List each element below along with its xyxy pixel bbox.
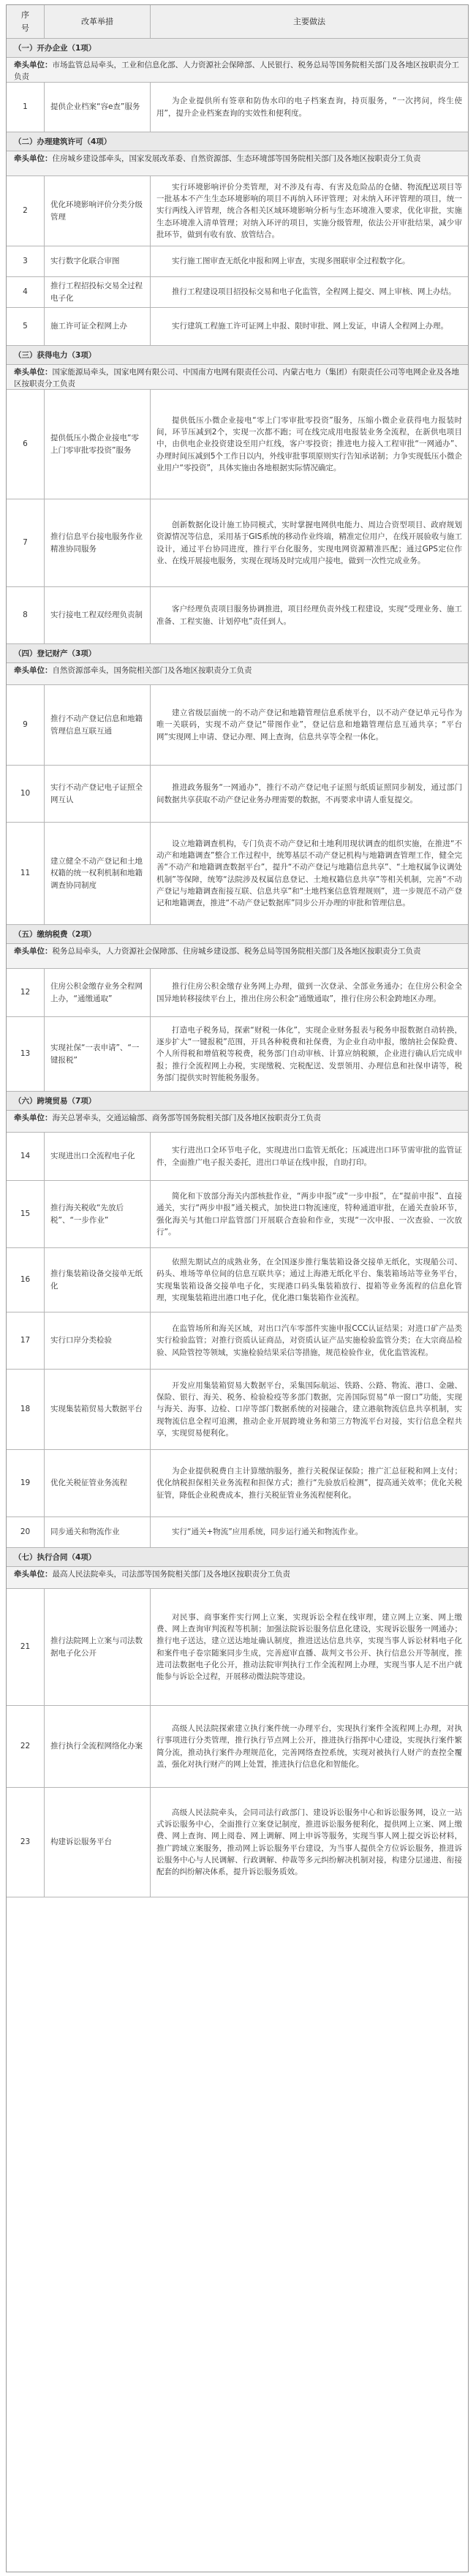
item-practice-text: 在监管场所和海关区域，对出口汽车零部件实施申报CCC认证结果；对进口矿产品类实行检验监管；对推行资质认证商品，对资质认证产品实施检验监管分类；在大宗商品检验、风险管控等领域，实施检验结果采信等措施，规范检验作业，优化监管流程。 [156, 1324, 462, 1357]
lead-text: 自然资源部牵头，国务院相关部门及各地区按职责分工负责 [52, 666, 252, 675]
section-title: （一）开办企业（1项） [14, 44, 97, 53]
header-no-line1: 序 [21, 10, 29, 20]
section-title-row [7, 1548, 468, 1567]
item-measure [45, 1017, 151, 1091]
item-practice [151, 766, 468, 822]
item-practice [151, 1517, 468, 1547]
table-row [7, 83, 468, 132]
item-no: 13 [7, 1017, 45, 1091]
item-no: 3 [7, 246, 45, 276]
item-measure-text: 推行法院网上立案与司法数据电子化公开 [50, 1636, 143, 1658]
item-practice-text: 打造电子税务局，探索“财税一体化”，实现企业财务报表与税务申报数据自动转换，逐步扩大“一键报税”范围，开具各种税费和社保费，为企业自动申报，缴纳社会保险费、个人所得税和增值税等税费，税务部门自动审核、计算应纳税额，企业进行确认后完成申报；推行全流程网上办税，实现缴税、完税配送、发票领用、办理信息和社保申请等，税务部门提供实时智能税务服务。 [156, 1025, 462, 1082]
item-no: 17 [7, 1312, 45, 1369]
lead-label: 牵头单位： [14, 947, 53, 956]
item-measure-text: 施工许可证全程网上办 [50, 322, 127, 331]
item-practice-text: 建立省级层面统一的不动产登记和地籍管理信息系统平台，以不动产登记单元号作为唯一关联码，实现不动产登记“带图作业”，登记信息和地籍管理信息互通共享；“平台网”实现网上申请、登记办理、网上查询，信息共享等全程一体化。 [156, 709, 462, 741]
item-practice [151, 1181, 468, 1247]
item-practice [151, 246, 468, 276]
item-no: 20 [7, 1517, 45, 1547]
section-lead-row [7, 1111, 468, 1133]
item-practice-text: 高级人民法院牵头，会同司法行政部门、建设诉讼服务中心和诉讼服务网，设立一站式诉讼服务中心，全面推行立案登记制度，推进诉讼服务便利化，提供网上立案、网上缴费、网上查询、网上阅卷、网上调解、网上申诉等服务，实现当事人网上提交诉讼材料，推广跨域立案服务，推动网上诉讼服务平台建设，为当事人提供全方位诉讼服务，推进诉讼服务中心与人民调解、行政调解、仲裁等多元纠纷解决机制对接，构建分层递进、衔接配套的纠纷解决体系，提升诉讼服务质效。 [156, 1808, 462, 1877]
item-practice-text: 依照先期试点的成熟业务，在全国逐步推行集装箱设备交接单无纸化，实现船公司、码头、堆场等单位间的信息互联共享；通过上海港无纸化平台、集装箱场站等业务平台，实现集装箱设备交接单电子化，实现港口码头集装箱放行、提箱等业务流程的信息化管理，实现集装箱进出港口电子化，优化港口集装箱作业流程。 [156, 1257, 462, 1302]
item-measure [45, 1706, 151, 1787]
section-title-row [7, 39, 468, 58]
item-no: 7 [7, 499, 45, 586]
section-title-row [7, 346, 468, 365]
header-measure: 改革举措 [45, 5, 151, 38]
table-row [7, 1706, 468, 1788]
item-practice [151, 1017, 468, 1091]
table-row [7, 1370, 468, 1450]
item-no: 4 [7, 277, 45, 307]
item-practice-text: 简化和下放部分海关内部核批作业，“两步申报”或“一步申报”，在“提前申报”、直接通关，实行“两步申报”通关模式，加快进口物流速度，特种通道审批，在通关查验环节，强化海关与其他口岸监管部门开展联合查验和作业，实现“一次申报、一次查验、一次放行”。 [156, 1191, 462, 1236]
item-practice [151, 1450, 468, 1516]
section-lead-row [7, 365, 468, 390]
item-measure-text: 推行信息平台接电服务作业精准协同服务 [50, 532, 143, 554]
lead-label: 牵头单位： [14, 368, 53, 377]
item-measure [45, 1517, 151, 1547]
reform-measures-table [6, 4, 469, 2572]
item-practice-text: 实行建筑工程施工许可证网上申报、限时审批、网上发证，申请人全程网上办理。 [172, 322, 448, 331]
table-row [7, 246, 468, 277]
table-row [7, 1017, 468, 1092]
item-measure-text: 推行海关税收“先放后税”、“一步作业” [50, 1204, 124, 1225]
item-measure-text: 推行不动产登记信息和地籍管理信息互联互通 [50, 714, 143, 736]
item-measure [45, 390, 151, 499]
item-practice [151, 83, 468, 132]
item-measure [45, 176, 151, 246]
item-practice [151, 1370, 468, 1449]
item-measure-text: 提供低压小微企业接电“零上门零审批零投资”服务 [50, 434, 139, 455]
item-measure [45, 277, 151, 307]
item-practice-text: 实行施工图审查无纸化申报和网上审查，实现多图联审全过程数字化。 [172, 257, 410, 266]
item-measure-text: 推行执行全流程网络化办案 [50, 1742, 143, 1751]
table-row [7, 308, 468, 346]
table-row [7, 1181, 468, 1248]
section-lead [7, 153, 468, 165]
section-title: （四）登记财产（3项） [14, 649, 97, 658]
item-measure [45, 1450, 151, 1516]
item-no: 12 [7, 969, 45, 1016]
item-no: 8 [7, 587, 45, 643]
item-no: 22 [7, 1706, 45, 1787]
item-measure-text: 实行接电工程双经理负责制 [50, 611, 143, 620]
table-row [7, 823, 468, 925]
item-measure [45, 1788, 151, 1897]
lead-label: 牵头单位： [14, 1570, 53, 1579]
item-no: 10 [7, 766, 45, 822]
item-practice [151, 499, 468, 586]
item-no: 1 [7, 83, 45, 132]
table-row [7, 1517, 468, 1548]
item-practice [151, 587, 468, 643]
item-practice-text: 开发应用集装箱贸易大数据平台，采集国际航运、铁路、公路、物流、港口、金融、保险、银行、海关、税务、检验检疫等多部门数据，完善国际贸易“单一窗口”功能，实现与海关、海事、边检、口岸等部门数据系统的对接融合，建立港航物流信息共享机制，实现物流信息全程可追溯，推动企业开展跨境业务和第三方物流平台对接，实行信息全程共享，实现贸易便利化。 [156, 1380, 462, 1438]
lead-text: 最高人民法院牵头，司法部等国务院相关部门及各地区按职责分工负责 [52, 1570, 290, 1579]
header-no-line2: 号 [21, 23, 29, 33]
item-no: 15 [7, 1181, 45, 1247]
item-practice-text: 推行工程建设项目招投标交易和电子化监管，全程网上提交、网上审核、网上办结。 [172, 287, 456, 297]
table-row [7, 587, 468, 644]
item-no: 11 [7, 823, 45, 924]
item-measure [45, 1370, 151, 1449]
item-practice-text: 实行进出口全环节电子化，实现进出口监管无纸化；压减进出口环节需审批的监管证件，全面推广电子报关委托，进出口单证在线申报，自助打印。 [156, 1146, 462, 1167]
item-measure [45, 587, 151, 643]
item-measure-text: 实现进出口全流程电子化 [50, 1152, 135, 1161]
table-row [7, 1589, 468, 1706]
section-lead-row [7, 944, 468, 969]
item-practice [151, 1706, 468, 1787]
item-no: 2 [7, 176, 45, 246]
item-measure [45, 1133, 151, 1180]
section-lead [7, 665, 468, 676]
header-practice: 主要做法 [293, 16, 325, 26]
section-lead [7, 59, 468, 83]
item-practice-text: 为企业提供税费自主计算缴纳服务，推行关税保证保险；推广汇总征税和网上支付；优化纳税担保相关业务流程和担保方式；推行“先验放后检测”，提高通关效率；优化关税征管，降低企业税费成本，推行关税征管业务流程便利化。 [156, 1467, 462, 1500]
section-title: （六）跨境贸易（7项） [14, 1097, 97, 1106]
item-no: 21 [7, 1589, 45, 1705]
item-practice [151, 277, 468, 307]
item-practice [151, 1248, 468, 1312]
table-row [7, 969, 468, 1017]
item-no: 16 [7, 1248, 45, 1312]
item-practice-text: 提供低压小微企业接电“零上门零审批零投资”服务，压缩小微企业获得电力报装时间，环节压减到2个，实现一次都不跑；可在线完成用电报装业务全流程，在新供电项目中，由供电企业投资建设至用户红线，客户零投资；推进电力接入工程审批“一网通办”、办理时间压减到5个工作日以内，外线审批事项原则实行告知承诺制；力争实现低压小微企业用户“零投资”，具体实施由各地根据实际情况确定。 [156, 415, 462, 472]
lead-text: 住房城乡建设部牵头，国家发展改革委、自然资源部、生态环境部等国务院相关部门及各地区按职责分工负责 [52, 154, 421, 163]
item-no: 18 [7, 1370, 45, 1449]
section-lead [7, 1112, 468, 1124]
lead-label: 牵头单位： [14, 61, 53, 69]
lead-text: 海关总署牵头，交通运输部、商务部等国务院相关部门及各地区按职责分工负责 [52, 1114, 321, 1122]
item-practice [151, 1589, 468, 1705]
item-measure-text: 构建诉讼服务平台 [50, 1837, 112, 1847]
section-lead [7, 945, 468, 957]
lead-label: 牵头单位： [14, 1114, 53, 1122]
item-practice [151, 308, 468, 345]
item-measure-text: 优化关税征管业务流程 [50, 1478, 127, 1488]
item-no: 23 [7, 1788, 45, 1897]
section-lead-row [7, 58, 468, 83]
item-measure [45, 1248, 151, 1312]
item-measure [45, 823, 151, 924]
table-row [7, 1450, 468, 1517]
item-practice [151, 176, 468, 246]
item-practice-text: 实行“通关+物流”应用系统，同步运行通关和物流作业。 [172, 1527, 363, 1537]
item-measure-text: 实现集装箱贸易大数据平台 [50, 1405, 143, 1414]
item-measure [45, 308, 151, 345]
lead-text: 国家能源局牵头，国家电网有限公司、中国南方电网有限责任公司、内蒙古电力（集团）有限责任公司等电网企业及各地区按职责分工负责 [14, 368, 459, 389]
item-no: 6 [7, 390, 45, 499]
item-measure [45, 1312, 151, 1369]
item-practice [151, 1133, 468, 1180]
item-practice [151, 823, 468, 924]
item-no: 9 [7, 685, 45, 765]
item-measure [45, 1589, 151, 1705]
section-title: （五）缴纳税费（2项） [14, 930, 97, 939]
item-practice-text: 推行住房公积金缴存业务网上办理，做到一次登录、全部业务通办；在住房公积金全国异地转移接续平台上，推出住房公积金“通缴通取”，推行住房公积金跨地区办理。 [156, 982, 462, 1003]
table-row [7, 1248, 468, 1312]
item-measure [45, 969, 151, 1016]
item-practice [151, 969, 468, 1016]
item-practice [151, 1788, 468, 1897]
item-measure-text: 实行不动产登记电子证照全网互认 [50, 783, 143, 804]
header-no [7, 5, 45, 38]
section-title-row [7, 132, 468, 151]
item-practice-text: 设立地籍调查机构，专门负责不动产登记和土地利用现状调查的组织实施，在推进“不动产和地籍调查”整合工作过程中，统筹基层不动产登记机构与地籍调查管理工作，健全完善“不动产和地籍调查数据平台”，提升“不动产登记与地籍信息共享”、“土地权属争议调处机制”等保障，统筹“法院涉及权属信息登记、土地权籍信息共享”等相关机制，完善“不动产登记与地籍调查衔接互联、信息共享”和“土地档案信息管理规则”，进一步规范不动产登记和地籍调查，推进“不动产登记数据库”同步公开办理的审批和管理信息。 [156, 839, 462, 908]
item-measure [45, 83, 151, 132]
item-measure-text: 推行集装箱设备交接单无纸化 [50, 1269, 143, 1291]
item-practice-text: 对民事、商事案件实行网上立案，实现诉讼全程在线审理，建立网上立案、网上缴费、网上查询审判流程等机制；加强法院诉讼服务信息化建设，实现诉讼服务一网通办；推行电子送达，建立送达地址确认制度，推进送达信息共享，实现当事人诉讼材料电子化和案件电子卷宗随案同步生成，完善庭审直播、裁判文书公开、执行信息公开等制度，推进司法数据电子化公开，推动法院审判执行工作全流程网上办理，实现当事人足不出户就能参与诉讼全过程，开展移动微法院等建设。 [156, 1612, 462, 1682]
table-row [7, 277, 468, 308]
section-lead [7, 366, 468, 390]
section-lead-row [7, 663, 468, 685]
item-measure-text: 优化环境影响评价分类分级管理 [50, 200, 143, 222]
item-practice [151, 685, 468, 765]
item-practice-text: 实行环境影响评价分类管理，对不涉及有毒、有害及危险品的仓储、物流配送项目等一批基本不产生生态环境影响的项目不再纳入环评管理；对未纳入环评管理的项目，统一实行两线入评管理，统合各相关区域环境影响分析与生态环境准入要求，优化审批，实施生态环境准入清单管理；对纳入环评的项目，实施分级管理，依法公开审批结果，减少审批环节，做到有收有放、放管结合。 [156, 182, 462, 239]
table-row [7, 1312, 468, 1370]
table-header [7, 5, 468, 39]
item-practice-text: 创新数据化设计施工协同模式，实时掌握电网供电能力、周边合资型项目、政府规划资源情况等信息，采用基于GIS系统的移动作业终端，精准定位用户，在线开展验收与施工设计，通过平台协同进度，推行平台化服务，实现电网资源精准匹配；通过GPS定位作业、在线开展接电服务，实现在现场及时完成用户接电，做到一次性完成业务。 [156, 520, 462, 565]
item-measure [45, 1181, 151, 1247]
item-measure-text: 同步通关和物流作业 [50, 1527, 120, 1537]
table-row [7, 499, 468, 587]
lead-text: 税务总局牵头，人力资源社会保障部、住房城乡建设部、税务总局等国务院相关部门及各地区按职责分工负责 [52, 947, 421, 956]
lead-label: 牵头单位： [14, 666, 53, 675]
item-practice-text: 推进政务服务“一网通办”，推行不动产登记电子证照与纸质证照同步制发，通过部门间数据共享获取不动产登记业务办理需要的数据，不再要求申请人重复提交。 [156, 783, 462, 804]
item-measure-text: 实现社保“一表申请”、“一键报税” [50, 1043, 140, 1065]
table-row [7, 685, 468, 766]
section-title: （二）办理建筑许可（4项） [14, 137, 112, 146]
item-measure-text: 住房公积金缴存业务全程网上办，“通缴通取” [50, 982, 143, 1003]
section-title: （七）执行合同（4项） [14, 1553, 97, 1562]
section-title-row [7, 1092, 468, 1111]
item-practice-text: 高级人民法院探索建立执行案件统一办理平台，实现执行案件全流程网上办理，对执行事项进行分类管理，推行执行节点网上公开，推进执行指挥中心建设，实现执行案件繁简分流，推动执行案件办理规范化，完善网络查控系统，实现对被执行人财产的查控全覆盖，强化对执行财产的网上处置，推进执行信息化和智能化。 [156, 1723, 462, 1769]
item-measure-text: 推行工程招投标交易全过程电子化 [50, 282, 143, 303]
table-row [7, 766, 468, 823]
item-practice-text: 为企业提供所有签章和防伪水印的电子档案查询，持页服务，“一次拷问，终生使用”，提升企业档案查询的实效性和便利度。 [156, 97, 462, 118]
lead-text: 市场监管总局牵头，工业和信息化部、人力资源社会保障部、人民银行、税务总局等国务院相关部门及各地区按职责分工负责 [14, 61, 459, 82]
section-title-row [7, 925, 468, 944]
item-measure-text: 实行数字化联合审图 [50, 257, 120, 266]
item-measure [45, 685, 151, 765]
item-no: 5 [7, 308, 45, 345]
item-measure [45, 499, 151, 586]
item-measure-text: 提供企业档案“容e查”服务 [50, 102, 140, 112]
section-lead-row [7, 1567, 468, 1589]
table-row [7, 1133, 468, 1181]
item-measure [45, 766, 151, 822]
table-row [7, 176, 468, 246]
lead-label: 牵头单位： [14, 154, 53, 163]
item-practice-text: 客户经理负责项目服务协调推进，项目经理负责外线工程建设，实现“受理业务、施工准备、工程实施、计划停电”责任到人。 [156, 605, 462, 626]
item-no: 14 [7, 1133, 45, 1180]
item-no: 19 [7, 1450, 45, 1516]
item-practice [151, 1312, 468, 1369]
item-measure [45, 246, 151, 276]
item-practice [151, 390, 468, 499]
section-title-row [7, 644, 468, 663]
item-measure-text: 实行口岸分类检验 [50, 1336, 112, 1345]
section-lead-row [7, 151, 468, 176]
table-row [7, 1788, 468, 1897]
item-measure-text: 建立健全不动产登记和土地权籍的统一权利机制和地籍调查协同制度 [50, 857, 143, 890]
section-title: （三）获得电力（3项） [14, 351, 97, 360]
table-row [7, 390, 468, 499]
section-lead [7, 1568, 468, 1580]
